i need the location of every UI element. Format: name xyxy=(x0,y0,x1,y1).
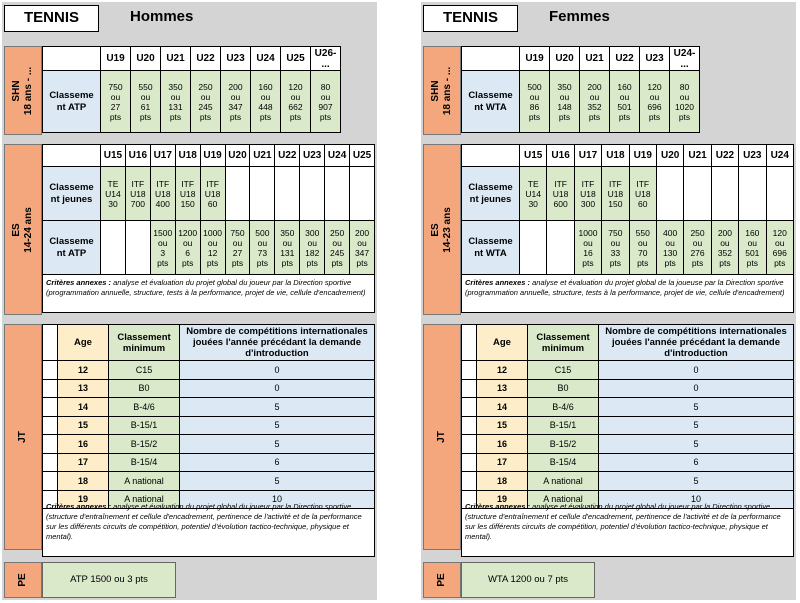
gender-title: Femmes xyxy=(549,8,610,25)
es-value-cell xyxy=(101,221,126,275)
jt-class-cell: B-15/1 xyxy=(528,416,599,435)
jt-class-cell: A national xyxy=(109,472,180,491)
shn-value-cell: 550 ou 61 pts xyxy=(131,71,161,133)
category-es-age: 14-24 ans xyxy=(23,206,34,253)
es-value-cell: TE U14 30 xyxy=(101,167,126,221)
sport-title: TENNIS xyxy=(4,5,99,32)
es-value-cell: 750 ou 33 pts xyxy=(602,221,629,275)
jt-count-cell: 6 xyxy=(180,453,375,472)
jt-count-cell: 10 xyxy=(180,490,375,509)
es-value-cell xyxy=(684,167,711,221)
es-header-cell: U19 xyxy=(629,145,656,167)
es-value-cell: 200 ou 347 pts xyxy=(350,221,375,275)
es-criteria-title: Critères annexes : xyxy=(46,278,112,287)
jt-header-age: Age xyxy=(58,325,109,361)
jt-age-cell: 19 xyxy=(477,490,528,509)
category-pe-label: PE xyxy=(17,573,28,587)
es-value-cell xyxy=(711,167,738,221)
category-es-label: ES xyxy=(11,222,22,237)
es-header-cell: U21 xyxy=(684,145,711,167)
shn-corner-cell xyxy=(43,47,101,71)
jt-age-cell: 19 xyxy=(58,490,109,509)
es-value-cell: ITF U18 300 xyxy=(574,167,601,221)
jt-spacer-cell xyxy=(462,472,477,491)
es-value-cell: ITF U18 60 xyxy=(629,167,656,221)
es-value-cell xyxy=(325,167,350,221)
es-header-cell: U19 xyxy=(200,145,225,167)
jt-count-cell: 0 xyxy=(180,379,375,398)
shn-value-cell: 160 ou 501 pts xyxy=(610,71,640,133)
jt-class-cell: C15 xyxy=(528,361,599,380)
es-row-label: Classeme nt jeunes xyxy=(462,167,520,221)
es-header-cell: U25 xyxy=(350,145,375,167)
jt-header-count: Nombre de compétitions internationales jouées l'année précédant la demande d'introduction xyxy=(180,325,375,361)
jt-count-cell: 5 xyxy=(180,398,375,417)
jt-spacer-cell xyxy=(43,472,58,491)
jt-spacer-cell xyxy=(43,453,58,472)
shn-header-cell: U24 xyxy=(251,47,281,71)
jt-age-cell: 12 xyxy=(58,361,109,380)
shn-header-cell: U22 xyxy=(610,47,640,71)
category-es-age: 14-23 ans xyxy=(442,206,453,253)
jt-spacer-cell xyxy=(462,398,477,417)
shn-value-cell: 80 ou 1020 pts xyxy=(670,71,700,133)
es-header-cell: U22 xyxy=(711,145,738,167)
es-value-cell: 160 ou 501 pts xyxy=(739,221,766,275)
jt-age-cell: 14 xyxy=(58,398,109,417)
jt-header-class: Classement minimum xyxy=(528,325,599,361)
shn-header-cell: U26- ... xyxy=(311,47,341,71)
es-criteria-title: Critères annexes : xyxy=(465,278,531,287)
shn-value-cell: 200 ou 347 pts xyxy=(221,71,251,133)
shn-value-cell: 350 ou 148 pts xyxy=(550,71,580,133)
jt-count-cell: 10 xyxy=(599,490,794,509)
jt-criteria-title: Critères annexes : xyxy=(46,502,112,511)
es-value-cell xyxy=(547,221,574,275)
es-value-cell xyxy=(520,221,547,275)
es-value-cell: 250 ou 245 pts xyxy=(325,221,350,275)
es-value-cell: 1500 ou 3 pts xyxy=(150,221,175,275)
jt-count-cell: 5 xyxy=(180,416,375,435)
es-value-cell xyxy=(656,167,683,221)
pe-requirement: WTA 1200 ou 7 pts xyxy=(461,562,595,598)
jt-class-cell: A national xyxy=(528,490,599,509)
jt-count-cell: 5 xyxy=(599,472,794,491)
jt-class-cell: B-4/6 xyxy=(109,398,180,417)
jt-class-cell: B-15/4 xyxy=(109,453,180,472)
es-header-cell: U18 xyxy=(175,145,200,167)
es-value-cell: 550 ou 70 pts xyxy=(629,221,656,275)
shn-value-cell: 160 ou 448 pts xyxy=(251,71,281,133)
jt-criteria xyxy=(465,502,790,542)
category-jt-label: JT xyxy=(17,431,28,443)
panel-men xyxy=(2,2,377,600)
category-jt xyxy=(423,324,461,550)
jt-age-cell: 17 xyxy=(477,453,528,472)
es-header-cell: U24 xyxy=(325,145,350,167)
jt-spacer-cell xyxy=(462,379,477,398)
es-value-cell xyxy=(250,167,275,221)
jt-class-cell: C15 xyxy=(109,361,180,380)
es-value-cell xyxy=(225,167,250,221)
es-value-cell: 750 ou 27 pts xyxy=(225,221,250,275)
jt-header-age: Age xyxy=(477,325,528,361)
shn-value-cell: 120 ou 696 pts xyxy=(640,71,670,133)
es-value-cell: ITF U18 150 xyxy=(175,167,200,221)
jt-spacer-cell xyxy=(43,325,58,361)
shn-header-cell: U24- ... xyxy=(670,47,700,71)
es-criteria-text: analyse et évaluation du projet global du joueur par la Direction sportive (programmation annuelle, structure, tests à la performance, projet de vie, cellule d'encadrement) xyxy=(46,278,366,297)
category-pe xyxy=(4,562,42,598)
es-value-cell: ITF U18 700 xyxy=(125,167,150,221)
category-pe-label: PE xyxy=(436,573,447,587)
category-jt xyxy=(4,324,42,550)
jt-count-cell: 0 xyxy=(599,379,794,398)
pe-requirement: ATP 1500 ou 3 pts xyxy=(42,562,176,598)
es-header-cell: U24 xyxy=(766,145,793,167)
es-criteria xyxy=(46,278,371,298)
jt-class-cell: B-15/1 xyxy=(109,416,180,435)
es-header-cell: U15 xyxy=(101,145,126,167)
jt-spacer-cell xyxy=(462,361,477,380)
es-row-label: Classeme nt ATP xyxy=(43,221,101,275)
es-value-cell: ITF U18 60 xyxy=(200,167,225,221)
es-value-cell xyxy=(739,167,766,221)
es-value-cell: ITF U18 150 xyxy=(602,167,629,221)
jt-class-cell: B-15/2 xyxy=(528,435,599,454)
gender-title: Hommes xyxy=(130,8,194,25)
jt-age-cell: 14 xyxy=(477,398,528,417)
es-value-cell: 250 ou 276 pts xyxy=(684,221,711,275)
jt-count-cell: 0 xyxy=(599,361,794,380)
es-value-cell: 500 ou 73 pts xyxy=(250,221,275,275)
sport-title: TENNIS xyxy=(423,5,518,32)
category-es xyxy=(4,144,42,315)
shn-header-cell: U20 xyxy=(131,47,161,71)
shn-value-cell: 200 ou 352 pts xyxy=(580,71,610,133)
shn-value-cell: 80 ou 907 pts xyxy=(311,71,341,133)
jt-count-cell: 5 xyxy=(599,398,794,417)
es-criteria xyxy=(465,278,790,298)
es-criteria-text: analyse et évaluation du projet global de la joueuse par la Direction sportive (programmation annuelle, structure, tests à la performance, projet de vie, cellule d'encadrement) xyxy=(465,278,785,297)
shn-header-cell: U22 xyxy=(191,47,221,71)
jt-spacer-cell xyxy=(43,398,58,417)
es-header-cell: U16 xyxy=(547,145,574,167)
shn-header-cell: U21 xyxy=(161,47,191,71)
es-header-cell: U16 xyxy=(125,145,150,167)
es-value-cell: 1200 ou 6 pts xyxy=(175,221,200,275)
shn-header-cell: U19 xyxy=(101,47,131,71)
category-pe xyxy=(423,562,461,598)
shn-table xyxy=(461,46,700,133)
es-row-label: Classeme nt WTA xyxy=(462,221,520,275)
category-shn-age: 18 ans - ... xyxy=(23,66,34,115)
jt-age-cell: 12 xyxy=(477,361,528,380)
jt-class-cell: B0 xyxy=(109,379,180,398)
jt-spacer-cell xyxy=(462,416,477,435)
jt-age-cell: 15 xyxy=(477,416,528,435)
category-shn-label: SHN xyxy=(430,79,441,102)
jt-age-cell: 16 xyxy=(477,435,528,454)
jt-header-count: Nombre de compétitions internationales jouées l'année précédant la demande d'introduction xyxy=(599,325,794,361)
shn-corner-cell xyxy=(462,47,520,71)
jt-age-cell: 13 xyxy=(58,379,109,398)
jt-criteria-text: analyse et évaluation du projet global du joueur par la Direction sportive (structure d'entraînement et cellule d'encadrement, pertinence de l'activité et de la performance sur les différents circuits de compétition, potentiel d'évolution tactico-technique, physique et mental). xyxy=(465,502,781,541)
shn-value-cell: 250 ou 245 pts xyxy=(191,71,221,133)
jt-count-cell: 5 xyxy=(599,416,794,435)
jt-spacer-cell xyxy=(43,435,58,454)
es-value-cell xyxy=(125,221,150,275)
category-es-label: ES xyxy=(430,222,441,237)
es-value-cell xyxy=(300,167,325,221)
es-value-cell: 200 ou 352 pts xyxy=(711,221,738,275)
shn-value-cell: 350 ou 131 pts xyxy=(161,71,191,133)
shn-header-cell: U23 xyxy=(221,47,251,71)
category-shn-label: SHN xyxy=(11,79,22,102)
category-shn xyxy=(4,46,42,135)
shn-row-label: Classeme nt ATP xyxy=(43,71,101,133)
shn-header-cell: U25 xyxy=(281,47,311,71)
shn-value-cell: 750 ou 27 pts xyxy=(101,71,131,133)
jt-criteria xyxy=(46,502,371,542)
jt-class-cell: A national xyxy=(109,490,180,509)
category-jt-label: JT xyxy=(436,431,447,443)
es-header-cell: U23 xyxy=(300,145,325,167)
jt-age-cell: 13 xyxy=(477,379,528,398)
jt-count-cell: 6 xyxy=(599,453,794,472)
es-header-cell: U22 xyxy=(275,145,300,167)
shn-header-cell: U21 xyxy=(580,47,610,71)
category-shn xyxy=(423,46,461,135)
shn-value-cell: 120 ou 662 pts xyxy=(281,71,311,133)
jt-spacer-cell xyxy=(462,453,477,472)
shn-row-label: Classeme nt WTA xyxy=(462,71,520,133)
es-value-cell: 1000 ou 16 pts xyxy=(574,221,601,275)
es-header-cell: U17 xyxy=(150,145,175,167)
jt-count-cell: 5 xyxy=(599,435,794,454)
category-es xyxy=(423,144,461,315)
es-value-cell xyxy=(275,167,300,221)
es-header-cell: U23 xyxy=(739,145,766,167)
jt-class-cell: B-15/2 xyxy=(109,435,180,454)
jt-age-cell: 17 xyxy=(58,453,109,472)
jt-header-class: Classement minimum xyxy=(109,325,180,361)
jt-class-cell: B-4/6 xyxy=(528,398,599,417)
jt-criteria-text: analyse et évaluation du projet global du joueur par la Direction sportive (structure d'entraînement et cellule d'encadrement, pertinence de l'activité et de la performance sur les différents circuits de compétition, potentiel d'évolution tactico-technique, physique et mental). xyxy=(46,502,362,541)
shn-header-cell: U20 xyxy=(550,47,580,71)
jt-class-cell: B-15/4 xyxy=(528,453,599,472)
jt-spacer-cell xyxy=(43,416,58,435)
jt-criteria-title: Critères annexes : xyxy=(465,502,531,511)
es-header-cell: U15 xyxy=(520,145,547,167)
jt-age-cell: 15 xyxy=(58,416,109,435)
jt-count-cell: 5 xyxy=(180,472,375,491)
es-header-cell: U21 xyxy=(250,145,275,167)
jt-age-cell: 18 xyxy=(58,472,109,491)
jt-spacer-cell xyxy=(462,435,477,454)
es-value-cell: ITF U18 400 xyxy=(150,167,175,221)
es-header-cell: U20 xyxy=(656,145,683,167)
panel-women xyxy=(421,2,796,600)
jt-age-cell: 16 xyxy=(58,435,109,454)
es-header-cell: U17 xyxy=(574,145,601,167)
shn-value-cell: 500 ou 86 pts xyxy=(520,71,550,133)
jt-spacer-cell xyxy=(43,379,58,398)
jt-count-cell: 0 xyxy=(180,361,375,380)
es-value-cell xyxy=(350,167,375,221)
es-corner-cell xyxy=(462,145,520,167)
jt-count-cell: 5 xyxy=(180,435,375,454)
es-header-cell: U20 xyxy=(225,145,250,167)
es-value-cell xyxy=(766,167,793,221)
es-header-cell: U18 xyxy=(602,145,629,167)
shn-header-cell: U23 xyxy=(640,47,670,71)
shn-header-cell: U19 xyxy=(520,47,550,71)
es-corner-cell xyxy=(43,145,101,167)
jt-spacer-cell xyxy=(462,325,477,361)
es-value-cell: 300 ou 182 pts xyxy=(300,221,325,275)
es-value-cell: 120 ou 696 pts xyxy=(766,221,793,275)
es-value-cell: TE U14 30 xyxy=(520,167,547,221)
jt-age-cell: 18 xyxy=(477,472,528,491)
es-value-cell: 400 ou 130 pts xyxy=(656,221,683,275)
shn-table xyxy=(42,46,341,133)
es-row-label: Classeme nt jeunes xyxy=(43,167,101,221)
category-shn-age: 18 ans - ... xyxy=(442,66,453,115)
es-value-cell: 350 ou 131 pts xyxy=(275,221,300,275)
es-value-cell: ITF U18 600 xyxy=(547,167,574,221)
jt-spacer-cell xyxy=(43,361,58,380)
es-value-cell: 1000 ou 12 pts xyxy=(200,221,225,275)
jt-class-cell: A national xyxy=(528,472,599,491)
jt-class-cell: B0 xyxy=(528,379,599,398)
